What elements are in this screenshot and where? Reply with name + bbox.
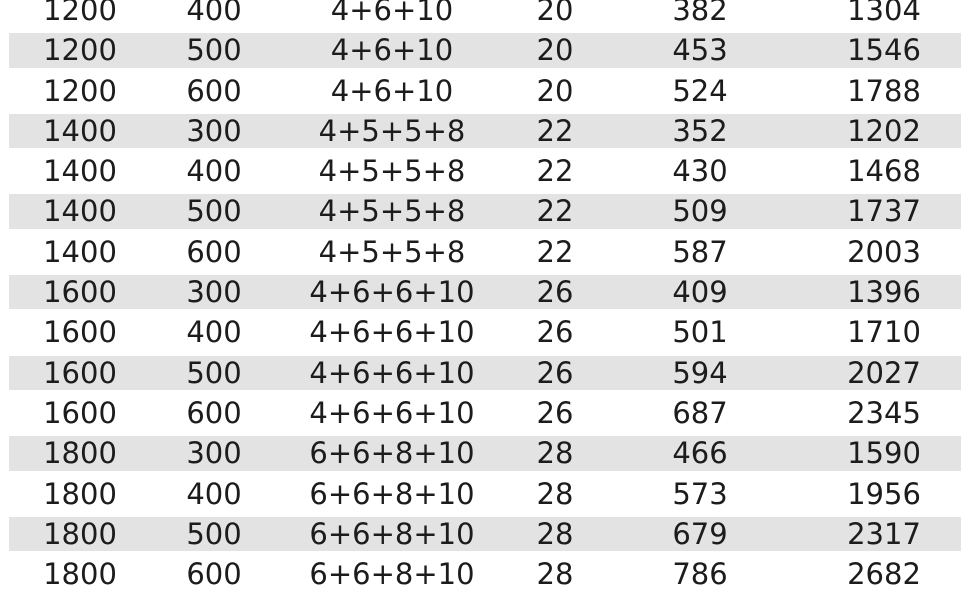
table-cell: 1737 bbox=[847, 194, 921, 229]
row-band bbox=[9, 114, 961, 148]
table-row bbox=[0, 151, 970, 191]
table-cell: 4+5+5+8 bbox=[318, 194, 466, 229]
table-cell: 4+5+5+8 bbox=[318, 154, 466, 189]
table-cell: 1400 bbox=[43, 113, 117, 148]
table-cell: 26 bbox=[536, 275, 574, 310]
table-row bbox=[0, 312, 970, 352]
table-cell: 687 bbox=[672, 395, 728, 430]
table-row bbox=[0, 272, 970, 312]
table-cell: 1200 bbox=[43, 33, 117, 68]
table-cell: 20 bbox=[536, 0, 574, 27]
table-cell: 4+6+10 bbox=[330, 0, 454, 27]
table-cell: 4+6+6+10 bbox=[309, 275, 475, 310]
table-cell: 594 bbox=[672, 355, 728, 390]
table-cell: 501 bbox=[672, 315, 728, 350]
table-row bbox=[0, 232, 970, 272]
table-cell: 4+5+5+8 bbox=[318, 113, 466, 148]
table-cell: 1400 bbox=[43, 234, 117, 269]
table-cell: 1600 bbox=[43, 355, 117, 390]
table-cell: 28 bbox=[536, 436, 574, 471]
table-cell: 400 bbox=[186, 476, 242, 511]
table-cell: 4+6+6+10 bbox=[309, 315, 475, 350]
table-row bbox=[0, 474, 970, 514]
table-cell: 26 bbox=[536, 355, 574, 390]
table-row bbox=[0, 393, 970, 433]
table-cell: 300 bbox=[186, 113, 242, 148]
table-cell: 1400 bbox=[43, 154, 117, 189]
table-cell: 2027 bbox=[847, 355, 921, 390]
row-band bbox=[9, 235, 961, 269]
table-cell: 1590 bbox=[847, 436, 921, 471]
table-cell: 573 bbox=[672, 476, 728, 511]
row-band bbox=[9, 33, 961, 67]
table-cell: 6+6+8+10 bbox=[309, 516, 475, 551]
table-cell: 500 bbox=[186, 194, 242, 229]
table-cell: 22 bbox=[536, 234, 574, 269]
table-cell: 20 bbox=[536, 73, 574, 108]
table-cell: 524 bbox=[672, 73, 728, 108]
table-cell: 20 bbox=[536, 33, 574, 68]
table-cell: 6+6+8+10 bbox=[309, 476, 475, 511]
table-cell: 6+6+8+10 bbox=[309, 436, 475, 471]
row-band bbox=[9, 557, 961, 591]
table-cell: 2345 bbox=[847, 395, 921, 430]
table-cell: 400 bbox=[186, 154, 242, 189]
table-cell: 600 bbox=[186, 395, 242, 430]
row-band bbox=[9, 315, 961, 349]
table-cell: 1546 bbox=[847, 33, 921, 68]
table-row bbox=[0, 514, 970, 554]
table-cell: 1956 bbox=[847, 476, 921, 511]
table-cell: 1200 bbox=[43, 73, 117, 108]
table-cell: 2003 bbox=[847, 234, 921, 269]
table-cell: 1800 bbox=[43, 557, 117, 592]
table-cell: 300 bbox=[186, 436, 242, 471]
table-cell: 1202 bbox=[847, 113, 921, 148]
table-cell: 1788 bbox=[847, 73, 921, 108]
table-cell: 409 bbox=[672, 275, 728, 310]
table-cell: 1400 bbox=[43, 194, 117, 229]
table-cell: 1800 bbox=[43, 516, 117, 551]
table-cell: 28 bbox=[536, 476, 574, 511]
table-row bbox=[0, 30, 970, 70]
table-cell: 600 bbox=[186, 234, 242, 269]
table-cell: 1304 bbox=[847, 0, 921, 27]
table-cell: 1710 bbox=[847, 315, 921, 350]
table-row bbox=[0, 353, 970, 393]
table-cell: 26 bbox=[536, 315, 574, 350]
table-cell: 1200 bbox=[43, 0, 117, 27]
table-cell: 28 bbox=[536, 516, 574, 551]
table-cell: 28 bbox=[536, 557, 574, 592]
row-band bbox=[9, 396, 961, 430]
table-cell: 430 bbox=[672, 154, 728, 189]
table-cell: 1800 bbox=[43, 436, 117, 471]
table-cell: 382 bbox=[672, 0, 728, 27]
row-band bbox=[9, 477, 961, 511]
table-cell: 6+6+8+10 bbox=[309, 557, 475, 592]
table-cell: 26 bbox=[536, 395, 574, 430]
table-cell: 4+6+6+10 bbox=[309, 395, 475, 430]
row-band bbox=[9, 0, 961, 27]
table-cell: 600 bbox=[186, 557, 242, 592]
table-cell: 1600 bbox=[43, 275, 117, 310]
table-cell: 4+6+6+10 bbox=[309, 355, 475, 390]
table-cell: 600 bbox=[186, 73, 242, 108]
table-row bbox=[0, 191, 970, 231]
table-cell: 1468 bbox=[847, 154, 921, 189]
table-cell: 4+6+10 bbox=[330, 33, 454, 68]
table-cell: 22 bbox=[536, 113, 574, 148]
table-row bbox=[0, 433, 970, 473]
table-row bbox=[0, 111, 970, 151]
table-cell: 1600 bbox=[43, 315, 117, 350]
row-band bbox=[9, 194, 961, 228]
table-cell: 1396 bbox=[847, 275, 921, 310]
table-row bbox=[0, 71, 970, 111]
table-cell: 587 bbox=[672, 234, 728, 269]
table-row bbox=[0, 0, 970, 30]
table-cell: 22 bbox=[536, 194, 574, 229]
table-cell: 400 bbox=[186, 0, 242, 27]
table-cell: 466 bbox=[672, 436, 728, 471]
table-cell: 1800 bbox=[43, 476, 117, 511]
table-cell: 2682 bbox=[847, 557, 921, 592]
row-band bbox=[9, 436, 961, 470]
table-cell: 352 bbox=[672, 113, 728, 148]
table-cell: 500 bbox=[186, 355, 242, 390]
table-cell: 453 bbox=[672, 33, 728, 68]
table-cell: 786 bbox=[672, 557, 728, 592]
table-cell: 400 bbox=[186, 315, 242, 350]
row-band bbox=[9, 74, 961, 108]
table-cell: 500 bbox=[186, 33, 242, 68]
table-row bbox=[0, 554, 970, 594]
table-cell: 1600 bbox=[43, 395, 117, 430]
table-cell: 4+6+10 bbox=[330, 73, 454, 108]
row-band bbox=[9, 517, 961, 551]
table-cell: 300 bbox=[186, 275, 242, 310]
row-band bbox=[9, 356, 961, 390]
row-band bbox=[9, 275, 961, 309]
table-cell: 679 bbox=[672, 516, 728, 551]
table-cell: 4+5+5+8 bbox=[318, 234, 466, 269]
row-band bbox=[9, 154, 961, 188]
table-cell: 500 bbox=[186, 516, 242, 551]
table-cell: 22 bbox=[536, 154, 574, 189]
table-cell: 2317 bbox=[847, 516, 921, 551]
table-cell: 509 bbox=[672, 194, 728, 229]
